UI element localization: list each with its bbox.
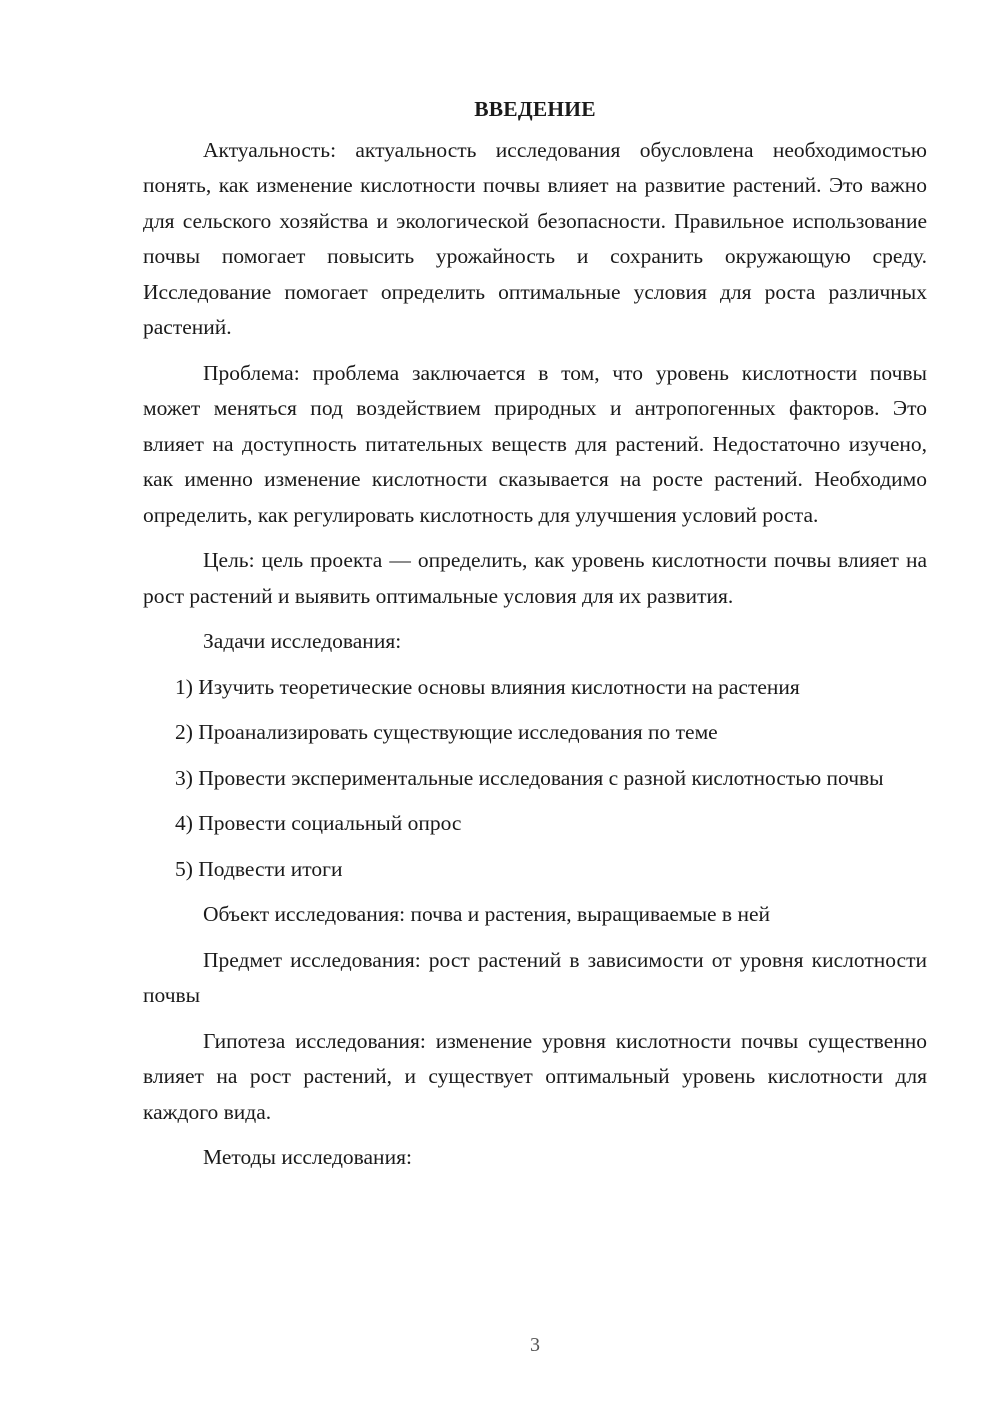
section-title: ВВЕДЕНИЕ (474, 97, 596, 121)
page-number: 3 (530, 1334, 540, 1356)
goal-paragraph: Цель: цель проекта — определить, как уровень кислотности почвы влияет на рост растений и выявить оптимальные условия для их развития. (143, 548, 927, 608)
methods-heading: Методы исследования: (203, 1145, 412, 1169)
document-page (143, 92, 927, 1186)
tasks-heading: Задачи исследования: (203, 629, 402, 653)
hypothesis-paragraph: Гипотеза исследования: изменение уровня кислотности почвы существенно влияет на рост растений, и существует оптимальный уровень кислотности для каждого вида. (143, 1028, 927, 1124)
task-item-2: 2) Проанализировать существующие исследования по теме (175, 720, 718, 744)
task-item-1: 1) Изучить теоретические основы влияния кислотности на растения (175, 674, 800, 699)
task-item-5: 5) Подвести итоги (175, 856, 343, 881)
problem-paragraph: Проблема: проблема заключается в том, что уровень кислотности почвы может меняться под воздействием природных и антропогенных факторов. Это влияет на доступность питательных веществ для растений. Недостаточно изучено, как именно изменение кислотности сказывается на росте растений. Необходимо определить, как регулировать кислотность для улучшения условий роста. (143, 360, 927, 527)
task-item-4: 4) Провести социальный опрос (175, 811, 462, 835)
relevance-paragraph: Актуальность: актуальность исследования обусловлена необходимостью понять, как изменение кислотности почвы влияет на развитие растений. Это важно для сельского хозяйства и экологической безопасности. Правильное использование почвы помогает повысить урожайность и сохранить окружающую среду. Исследование помогает определить оптимальные условия для роста различных растений. (143, 137, 927, 339)
object-paragraph: Объект исследования: почва и растения, выращиваемые в ней (203, 902, 771, 926)
task-item-3: 3) Провести экспериментальные исследования с разной кислотностью почвы (175, 765, 884, 790)
subject-paragraph: Предмет исследования: рост растений в зависимости от уровня кислотности почвы (143, 947, 927, 1007)
